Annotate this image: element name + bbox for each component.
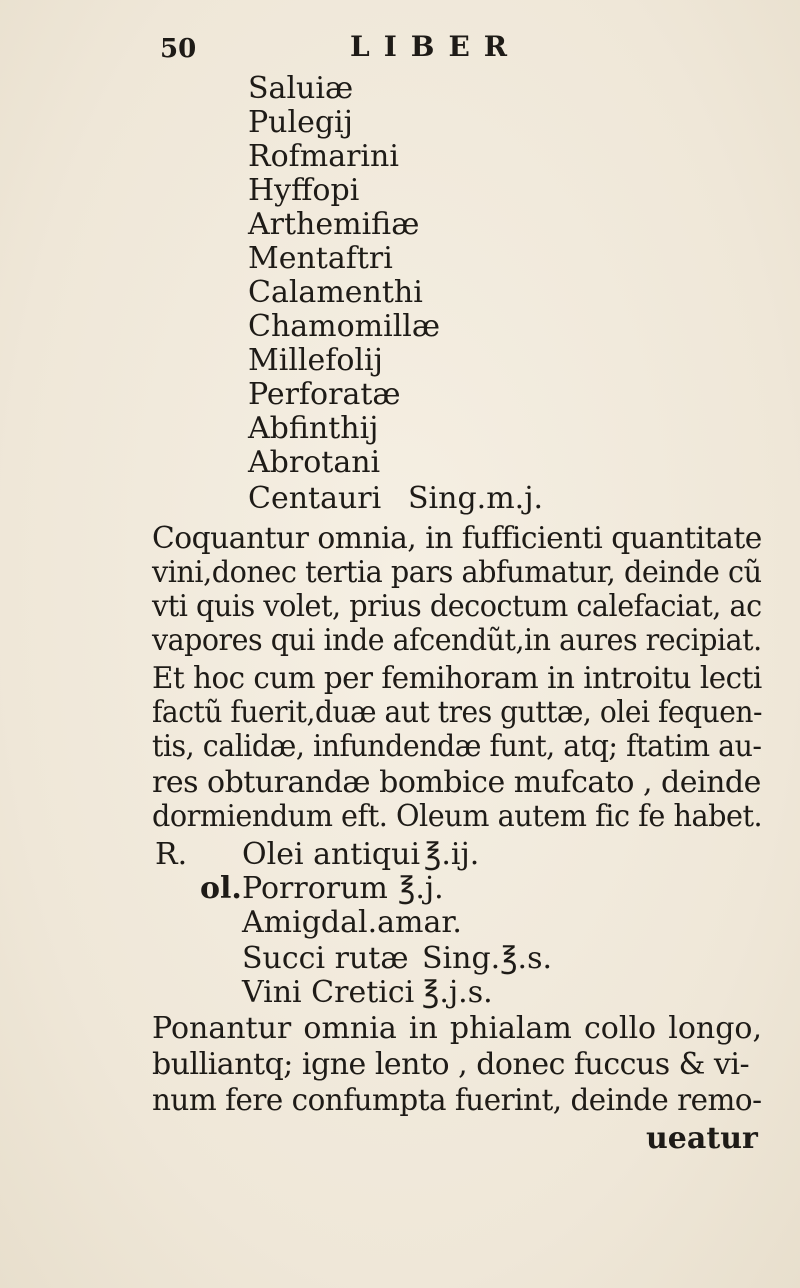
recipe-ingredient: Porrorum — [242, 871, 388, 906]
paragraph-line: num fere confumpta fuerint, deinde remo- — [152, 1083, 762, 1118]
recipe-ingredient: Vini Cretici — [242, 975, 415, 1010]
herb-item: Hyffopi — [248, 173, 360, 208]
herb-item: Millefolij — [248, 343, 383, 378]
herb-item: Abfinthij — [248, 411, 379, 446]
recipe-label: R. — [155, 837, 188, 872]
recipe-dose: ℥.j. — [398, 871, 444, 906]
herb-item: Arthemifiæ — [248, 207, 420, 242]
paragraph-line: res obturandæ bombice mufcato , deinde — [152, 765, 761, 800]
herbs-dose: Sing.m.j. — [408, 481, 544, 516]
recipe-ingredient: Succi rutæ — [242, 941, 409, 976]
paragraph-line: Coquantur omnia, in fufficienti quantitate — [152, 521, 762, 556]
paragraph-line: tis, calidæ, infundendæ funt, atq; ftatim au- — [152, 729, 762, 764]
paragraph-line: bulliantq; igne lento , donec fuccus & vi- — [152, 1047, 750, 1082]
paragraph-line: vti quis volet, prius decoctum calefaciat, ac — [152, 589, 762, 624]
paragraph-line: Et hoc cum per femihoram in introitu lecti — [152, 661, 762, 696]
herb-item: Calamenthi — [248, 275, 423, 310]
recipe-ingredient: Amigdal.amar. — [242, 905, 462, 940]
running-title: LIBER — [350, 30, 522, 63]
paragraph-line: vapores qui inde afcendũt,in aures recipiat. — [152, 623, 762, 658]
herb-item: Mentaftri — [248, 241, 393, 276]
paragraph-line: vini,donec tertia pars abfumatur, deinde cũ — [152, 555, 762, 590]
herb-item: Abrotani — [248, 445, 381, 480]
paragraph-line: Ponantur omnia in phialam collo longo, — [152, 1011, 763, 1046]
herb-item: Pulegij — [248, 105, 353, 140]
recipe-ingredient: Olei antiqui — [242, 837, 421, 872]
oil-label: ol. — [200, 871, 242, 906]
recipe-dose: ℥.ij. — [424, 837, 480, 872]
herb-item: Chamomillæ — [248, 309, 441, 344]
recipe-dose: Sing.℥.s. — [422, 941, 553, 976]
page-number: 50 — [160, 34, 197, 64]
herb-item: Centauri — [248, 481, 382, 516]
recipe-dose: ℥.j.s. — [422, 975, 493, 1010]
paragraph-line: dormiendum eft. Oleum autem fic fe habet. — [152, 799, 763, 834]
herb-item: Rofmarini — [248, 139, 399, 174]
paragraph-line: factũ fuerit,duæ aut tres guttæ, olei fequen- — [152, 695, 763, 730]
catchword: ueatur — [646, 1121, 758, 1156]
herb-item: Saluiæ — [248, 71, 354, 106]
herb-item: Perforatæ — [248, 377, 401, 412]
